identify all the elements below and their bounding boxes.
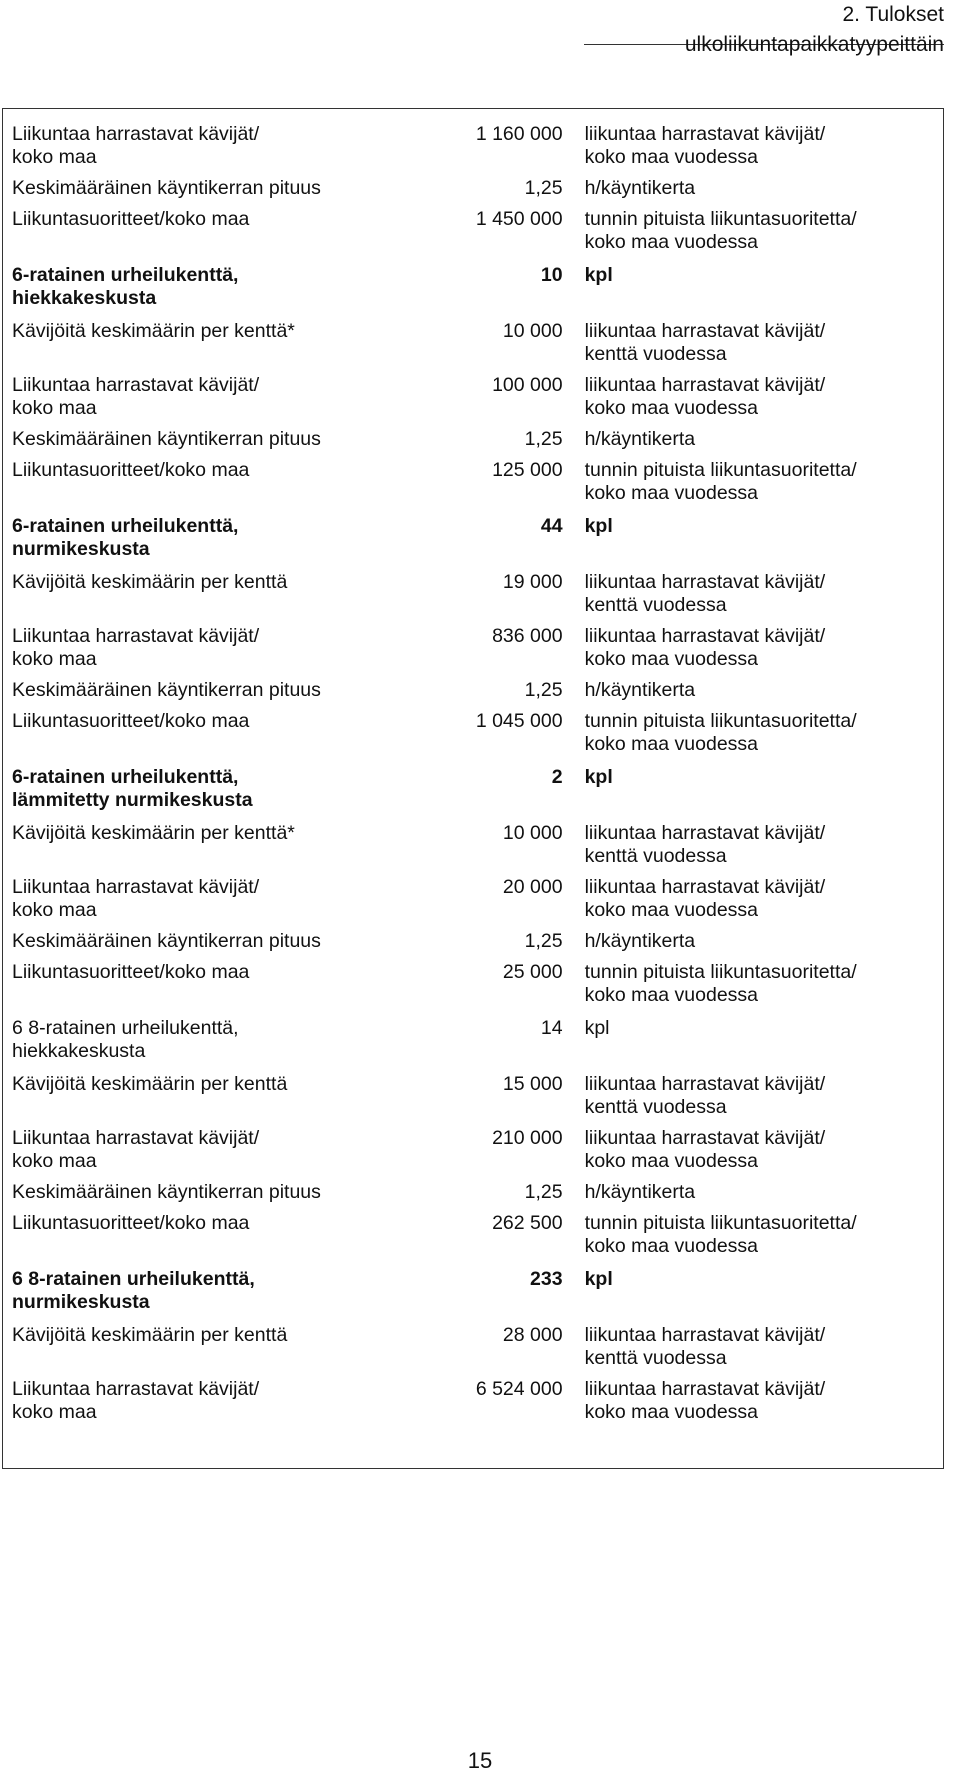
row-label: Liikuntaa harrastavat kävijät/ koko maa: [12, 1378, 260, 1423]
row-unit: h/käyntikerta: [584, 1181, 696, 1203]
row-label: Liikuntasuoritteet/koko maa: [12, 1212, 250, 1234]
row-value: 2: [551, 766, 563, 788]
row-value: 10 000: [502, 320, 563, 342]
row-value: 100 000: [492, 374, 563, 396]
table-row: [3, 123, 943, 169]
table-row: [3, 1324, 943, 1370]
table-row: [3, 459, 943, 505]
table-row: [3, 930, 943, 953]
facility-header-row: [3, 766, 943, 812]
row-value: 10 000: [502, 822, 563, 844]
row-value: 28 000: [502, 1324, 563, 1346]
facility-header-row: [3, 515, 943, 561]
row-label: Kävijöitä keskimäärin per kenttä*: [12, 320, 295, 342]
row-label: Keskimääräinen käyntikerran pituus: [12, 428, 321, 450]
row-value: 1 160 000: [475, 123, 563, 145]
row-value: 1,25: [524, 428, 563, 450]
row-unit: kpl: [584, 515, 613, 537]
row-unit: tunnin pituista liikuntasuoritetta/ koko maa vuodessa: [584, 710, 857, 755]
facility-header-row: [3, 264, 943, 310]
row-unit: tunnin pituista liikuntasuoritetta/ koko maa vuodessa: [584, 459, 857, 504]
row-value: 836 000: [492, 625, 563, 647]
table-row: [3, 1181, 943, 1204]
table-row: [3, 1073, 943, 1119]
row-label: Liikuntasuoritteet/koko maa: [12, 208, 250, 230]
row-value: 210 000: [492, 1127, 563, 1149]
row-unit: kpl: [584, 264, 613, 286]
row-label: Liikuntaa harrastavat kävijät/ koko maa: [12, 876, 260, 921]
row-unit: h/käyntikerta: [584, 679, 696, 701]
row-label: Liikuntaa harrastavat kävijät/ koko maa: [12, 374, 260, 419]
row-label: Liikuntasuoritteet/koko maa: [12, 710, 250, 732]
row-value: 14: [540, 1017, 563, 1039]
row-label: Keskimääräinen käyntikerran pituus: [12, 177, 321, 199]
table-row: [3, 1127, 943, 1173]
row-unit: liikuntaa harrastavat kävijät/ koko maa vuodessa: [584, 374, 826, 419]
row-unit: kpl: [584, 1268, 613, 1290]
row-unit: liikuntaa harrastavat kävijät/ koko maa vuodessa: [584, 1378, 826, 1423]
row-unit: kpl: [584, 1017, 610, 1039]
chapter-title: 2. Tulokset ulkoliikuntapaikkatyypeittäin: [684, 3, 944, 56]
results-table: [2, 108, 944, 1469]
row-unit: liikuntaa harrastavat kävijät/ kenttä vuodessa: [584, 1324, 826, 1369]
row-unit: liikuntaa harrastavat kävijät/ kenttä vuodessa: [584, 1073, 826, 1118]
row-unit: liikuntaa harrastavat kävijät/ koko maa vuodessa: [584, 625, 826, 670]
row-unit: h/käyntikerta: [584, 428, 696, 450]
row-unit: liikuntaa harrastavat kävijät/ koko maa vuodessa: [584, 123, 826, 168]
row-label: 6-ratainen urheilukenttä, lämmitetty nurmikeskusta: [12, 766, 253, 811]
row-value: 1,25: [524, 177, 563, 199]
row-value: 1,25: [524, 930, 563, 952]
table-row: [3, 177, 943, 200]
row-label: Keskimääräinen käyntikerran pituus: [12, 679, 321, 701]
row-value: 1 045 000: [475, 710, 563, 732]
row-unit: tunnin pituista liikuntasuoritetta/ koko maa vuodessa: [584, 961, 857, 1006]
table-row: [3, 320, 943, 366]
row-unit: liikuntaa harrastavat kävijät/ kenttä vuodessa: [584, 822, 826, 867]
row-unit: liikuntaa harrastavat kävijät/ koko maa vuodessa: [584, 1127, 826, 1172]
row-value: 6 524 000: [475, 1378, 563, 1400]
row-value: 15 000: [502, 1073, 563, 1095]
row-label: Kävijöitä keskimäärin per kenttä*: [12, 822, 295, 844]
row-unit: liikuntaa harrastavat kävijät/ kenttä vuodessa: [584, 571, 826, 616]
row-value: 125 000: [492, 459, 563, 481]
table-row: [3, 1212, 943, 1258]
row-label: 6-ratainen urheilukenttä, nurmikeskusta: [12, 515, 239, 560]
row-unit: liikuntaa harrastavat kävijät/ kenttä vuodessa: [584, 320, 826, 365]
row-label: Liikuntaa harrastavat kävijät/ koko maa: [12, 625, 260, 670]
table-row: [3, 961, 943, 1007]
row-label: Keskimääräinen käyntikerran pituus: [12, 1181, 321, 1203]
row-unit: tunnin pituista liikuntasuoritetta/ koko maa vuodessa: [584, 208, 857, 253]
table-row: [3, 876, 943, 922]
row-value: 233: [530, 1268, 563, 1290]
page-header: [584, 0, 944, 56]
page-number: 15: [467, 1748, 493, 1773]
row-label: Kävijöitä keskimäärin per kenttä: [12, 571, 288, 593]
table-row: [3, 208, 943, 254]
table-row: [3, 679, 943, 702]
row-unit: h/käyntikerta: [584, 177, 696, 199]
row-value: 20 000: [502, 876, 563, 898]
row-value: 44: [540, 515, 563, 537]
row-label: Keskimääräinen käyntikerran pituus: [12, 930, 321, 952]
table-row: [3, 374, 943, 420]
row-unit: liikuntaa harrastavat kävijät/ koko maa vuodessa: [584, 876, 826, 921]
facility-header-row: [3, 1017, 943, 1063]
table-row: [3, 822, 943, 868]
row-value: 1 450 000: [475, 208, 563, 230]
row-label: Liikuntasuoritteet/koko maa: [12, 459, 250, 481]
table-row: [3, 571, 943, 617]
row-label: 6 8-ratainen urheilukenttä, hiekkakeskusta: [12, 1017, 239, 1062]
row-value: 10: [540, 264, 563, 286]
table-row: [3, 428, 943, 451]
facility-header-row: [3, 1268, 943, 1314]
row-value: 25 000: [502, 961, 563, 983]
row-unit: kpl: [584, 766, 613, 788]
row-unit: h/käyntikerta: [584, 930, 696, 952]
table-row: [3, 1378, 943, 1424]
row-label: Liikuntaa harrastavat kävijät/ koko maa: [12, 1127, 260, 1172]
row-unit: tunnin pituista liikuntasuoritetta/ koko maa vuodessa: [584, 1212, 857, 1257]
row-value: 1,25: [524, 1181, 563, 1203]
row-value: 262 500: [492, 1212, 563, 1234]
results-table-body: [2, 109, 944, 1469]
table-row: [3, 710, 943, 756]
row-label: Liikuntaa harrastavat kävijät/ koko maa: [12, 123, 260, 168]
row-label: 6-ratainen urheilukenttä, hiekkakeskusta: [12, 264, 239, 309]
row-label: Kävijöitä keskimäärin per kenttä: [12, 1324, 288, 1346]
row-label: Kävijöitä keskimäärin per kenttä: [12, 1073, 288, 1095]
table-row: [3, 625, 943, 671]
row-label: Liikuntasuoritteet/koko maa: [12, 961, 250, 983]
row-value: 1,25: [524, 679, 563, 701]
row-value: 19 000: [502, 571, 563, 593]
row-label: 6 8-ratainen urheilukenttä, nurmikeskusta: [12, 1268, 255, 1313]
